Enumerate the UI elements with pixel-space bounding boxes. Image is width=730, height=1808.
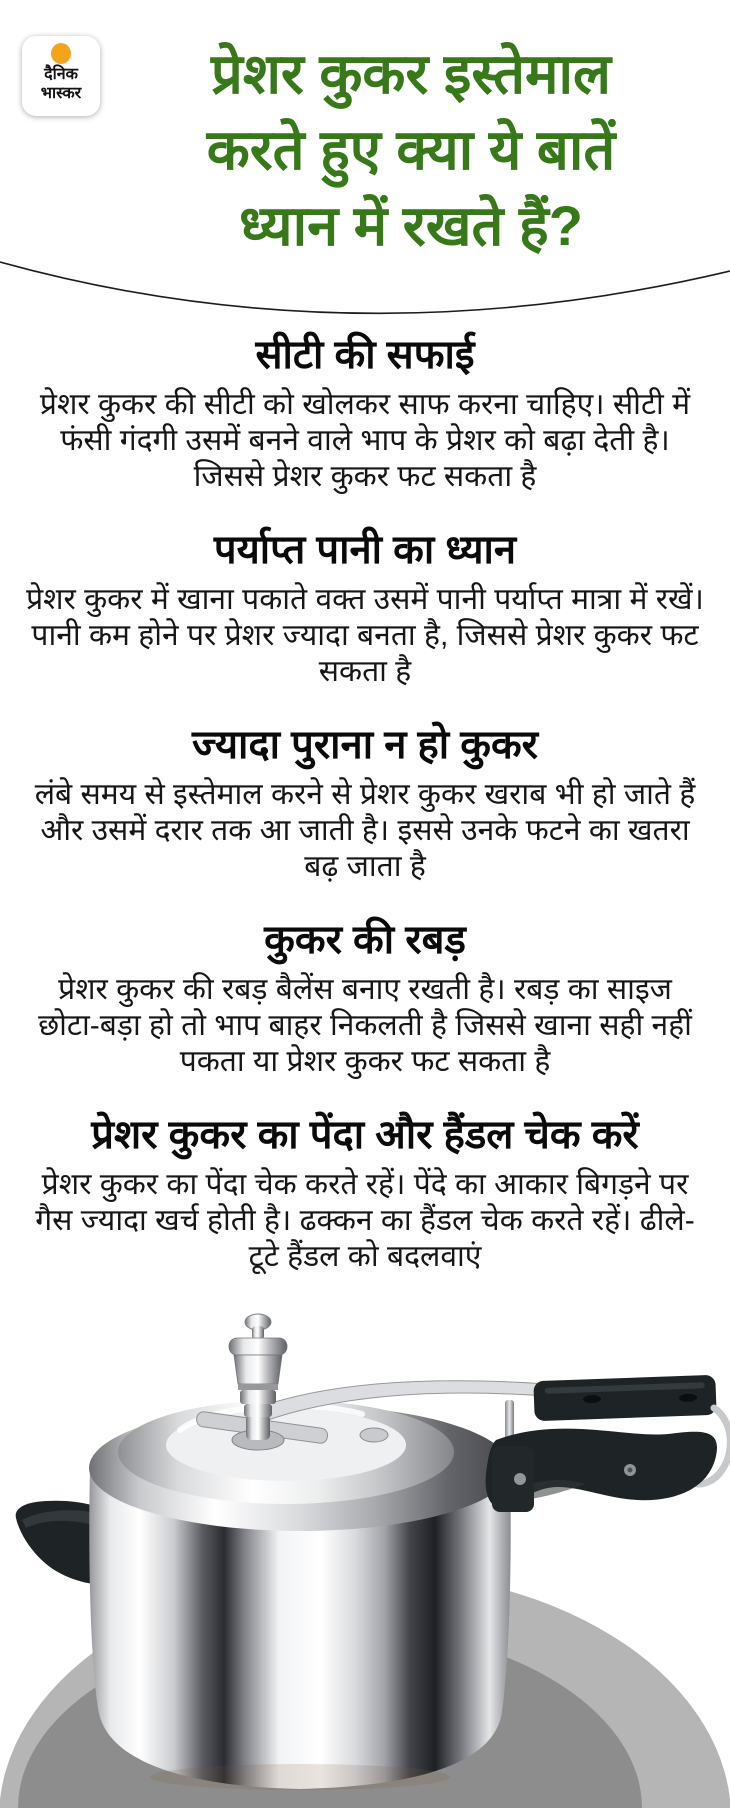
tip-title: प्रेशर कुकर का पेंदा और हैंडल चेक करें bbox=[91, 1113, 639, 1157]
pressure-cooker-illustration bbox=[0, 1288, 730, 1808]
tip-section-age bbox=[0, 721, 730, 885]
tip-body: लंबे समय से इस्तेमाल करने से प्रेशर कुकर खराब भी हो जाते हैं और उसमें दरार तक आ जाती है। इससे उनके फटने का खतरा बढ़ जाता है bbox=[34, 778, 696, 883]
headline-line-1: प्रेशर कुकर इस्तेमाल bbox=[210, 42, 612, 105]
logo-text-line1: दैनिक bbox=[44, 66, 78, 83]
right-handle bbox=[486, 1375, 730, 1512]
cooker-lid bbox=[118, 1400, 454, 1504]
tip-section-base-handle bbox=[0, 1111, 730, 1275]
tip-section-gasket bbox=[0, 916, 730, 1080]
tip-body: प्रेशर कुकर का पेंदा चेक करते रहें। पेंदे का आकार बिगड़ने पर गैस ज्यादा खर्च होती है। ढक्कन का हैंडल चेक करते रहें। ढीले-टूटे हैंडल को बदलवाएं bbox=[35, 1168, 695, 1273]
tip-title: सीटी की सफाई bbox=[255, 333, 475, 377]
tips-list bbox=[0, 331, 730, 1306]
handle-top-bar bbox=[533, 1375, 716, 1421]
headline-line-2: करते हुए क्या ये बातें bbox=[206, 118, 616, 181]
page-title bbox=[100, 36, 722, 264]
handle-hinge bbox=[492, 1446, 534, 1512]
tip-title: कुकर की रबड़ bbox=[264, 918, 466, 962]
dainik-bhaskar-logo bbox=[22, 36, 100, 116]
cooker-bottom-tint bbox=[150, 1764, 450, 1790]
tip-title: ज्यादा पुराना न हो कुकर bbox=[191, 723, 539, 767]
tip-body: प्रेशर कुकर की सीटी को खोलकर साफ करना चाहिए। सीटी में फंसी गंदगी उसमें बनने वाले भाप के प्रेशर को बढ़ा देती है। जिससे प्रेशर कुकर फट सकता है bbox=[39, 388, 691, 493]
tip-section-water bbox=[0, 526, 730, 690]
tip-body: प्रेशर कुकर में खाना पकाते वक्त उसमें पानी पर्याप्त मात्रा में रखें। पानी कम होने पर प्रेशर ज्यादा बनता है, जिससे प्रेशर कुकर फट सकता है bbox=[26, 583, 704, 688]
headline-line-3: ध्यान में रखते हैं? bbox=[239, 194, 583, 257]
safety-valve bbox=[360, 1428, 388, 1442]
logo-text-line2: भास्कर bbox=[40, 85, 82, 102]
tip-section-whistle bbox=[0, 331, 730, 495]
tip-body: प्रेशर कुकर की रबड़ बैलेंस बनाए रखती है। रबड़ का साइज छोटा-बड़ा हो तो भाप बाहर निकलती है जिससे खाना सही नहीं पकता या प्रेशर कुकर फट सकता है bbox=[38, 973, 692, 1078]
separator-curve bbox=[0, 256, 730, 326]
pressure-cooker-photo bbox=[0, 1288, 730, 1808]
sun-icon bbox=[51, 43, 71, 64]
tip-title: पर्याप्त पानी का ध्यान bbox=[213, 528, 517, 572]
